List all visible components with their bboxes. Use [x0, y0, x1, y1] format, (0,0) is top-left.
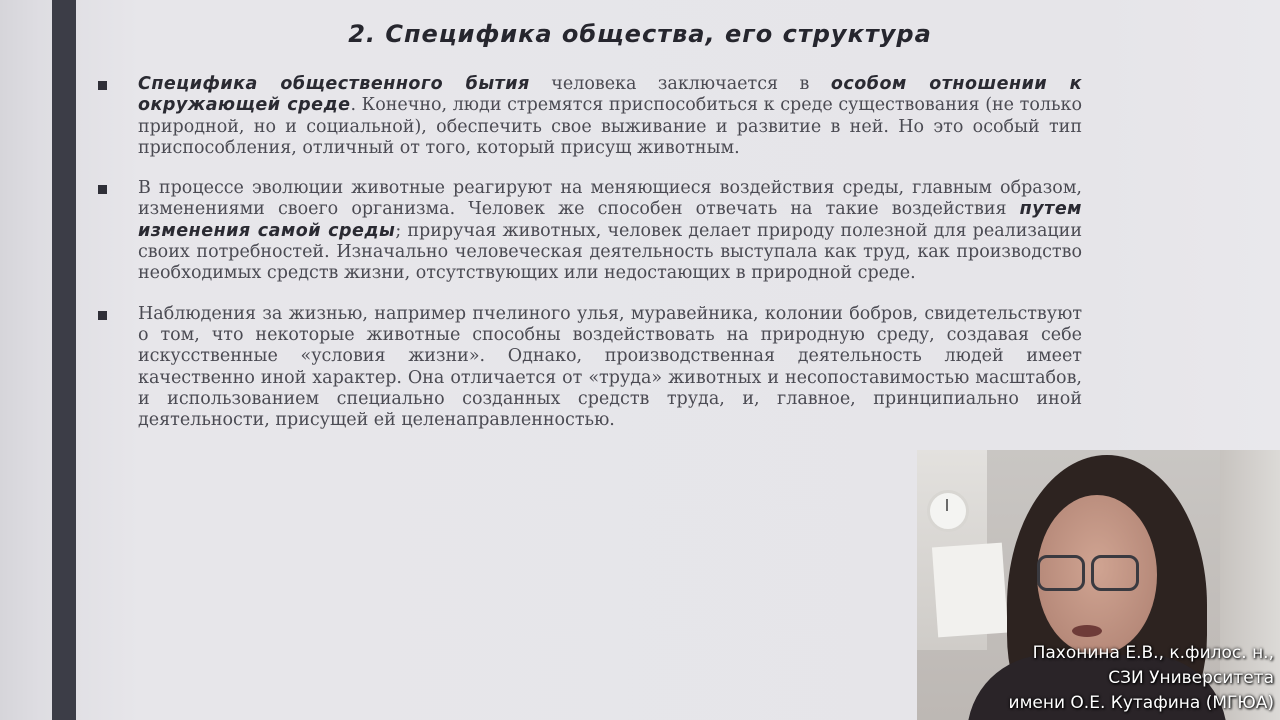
- caption-line: СЗИ Университета: [1108, 668, 1274, 688]
- wall-paper: [932, 543, 1008, 638]
- bullet-item: [92, 74, 1082, 159]
- bullet-item: [92, 304, 1082, 432]
- caption-line: Пахонина Е.В., к.филос. н.,: [1032, 643, 1274, 663]
- square-bullet-icon: [98, 185, 107, 194]
- slide-title: 2. Специфика общества, его структура: [348, 20, 932, 48]
- bold-phrase: особом отношении к окружающей среде: [138, 74, 1082, 116]
- webcam-overlay: [917, 450, 1280, 720]
- presenter-mouth: [1072, 625, 1102, 637]
- glasses-icon: [1091, 555, 1139, 591]
- bullet-text: ; приручая животных, человек делает природу полезной для реализации своих потребностей. Изначально человеческая деятельность выступала как труд, как производство необходимых средств жизни, отсутствующих или недостающих в природной среде.: [138, 220, 1082, 284]
- bold-phrase: путем изменения самой среды: [138, 199, 1082, 241]
- square-bullet-icon: [98, 81, 107, 90]
- bullet-text: Наблюдения за жизнью, например пчелиного улья, муравейника, колонии бобров, свидетельствуют о том, что некоторые животные способны воздействовать на природную среду, создавая себе искусственные «условия жизни». Однако, производственная деятельность людей имеет качественно иной характер. Она отличается от «труда» животных и несопоставимостью масштабов, и использованием специально созданных средств труда, и, главное, принципиально иной деятельности, присущей ей целенаправленностью.: [138, 303, 1082, 431]
- bullet-text: . Конечно, люди стремятся приспособиться к среде существования (не только природной, но и социальной), обеспечить свое выживание и развитие в ней. Но это особый тип приспособления, отличный от того, который присущ животным.: [138, 95, 1082, 158]
- slide-accent-bar: [52, 0, 76, 720]
- bullet-item: [92, 178, 1082, 284]
- bullet-list: [92, 74, 1082, 450]
- presenter-caption: [1009, 641, 1274, 716]
- bullet-text: В процессе эволюции животные реагируют на меняющиеся воздействия среды, главным образом, изменениями своего организма. Человек же способен отвечать на такие воздействия: [138, 178, 1082, 220]
- wall-clock-icon: [927, 490, 969, 532]
- bullet-text: человека заключается в: [529, 74, 831, 94]
- glasses-icon: [1037, 555, 1085, 591]
- square-bullet-icon: [98, 311, 107, 320]
- bold-phrase: Специфика общественного бытия: [138, 74, 530, 94]
- caption-line: имени О.Е. Кутафина (МГЮА): [1008, 693, 1274, 713]
